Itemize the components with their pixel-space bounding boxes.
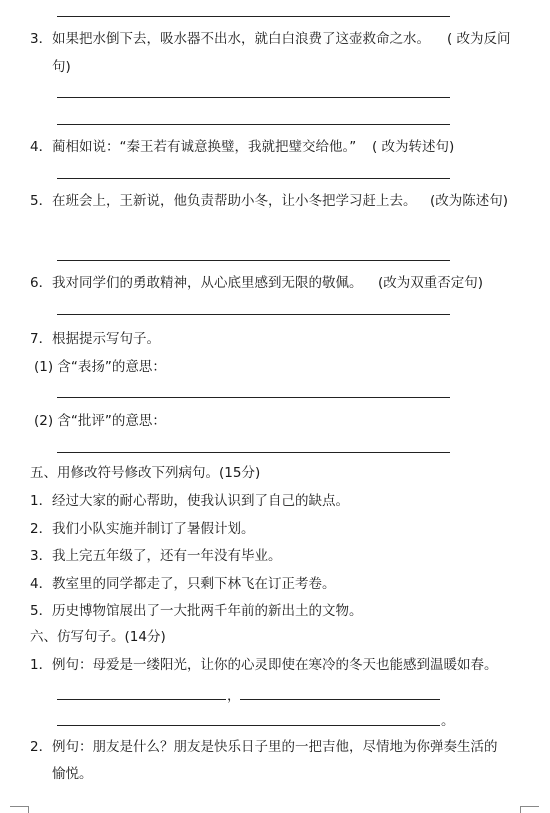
period-mark: 。 [441, 713, 455, 729]
list-item: 教室里的同学都走了，只剩下林飞在订正考卷。 [52, 576, 336, 592]
question-text: 蔺相如说：“秦王若有诚意换璧，我就把璧交给他。” [52, 139, 357, 155]
comma-mark: ， [227, 688, 241, 704]
answer-line [240, 699, 440, 700]
answer-line [57, 725, 440, 726]
list-item-number: 3． [30, 548, 53, 564]
list-item-number: 5． [30, 603, 53, 619]
list-item-number: 4． [30, 576, 53, 592]
answer-line [57, 16, 450, 17]
question-hint: (改为陈述句) [430, 193, 509, 209]
question-text: 我对同学们的勇敢精神，从心底里感到无限的敬佩。 [52, 275, 363, 291]
section-title: 六、仿写句子。(14分) [30, 629, 166, 645]
answer-line [57, 397, 450, 398]
question-number: 6． [30, 275, 53, 291]
answer-line [57, 314, 450, 315]
sub-prompt: (2) 含“批评”的意思： [34, 413, 166, 429]
answer-line [57, 260, 450, 261]
question-number: 3． [30, 31, 53, 47]
list-item: 经过大家的耐心帮助，使我认识到了自己的缺点。 [52, 493, 349, 509]
question-number: 4． [30, 139, 53, 155]
example-number: 2． [30, 739, 53, 755]
question-hint: ( 改为转述句) [372, 139, 455, 155]
example-sentence: 例句：朋友是什么？朋友是快乐日子里的一把吉他，尽情地为你弹奏生活的 [52, 739, 498, 755]
answer-line [57, 178, 450, 179]
question-number: 7． [30, 331, 53, 347]
list-item-number: 1． [30, 493, 53, 509]
list-item: 我上完五年级了，还有一年没有毕业。 [52, 548, 282, 564]
question-hint: ( 改为反问 [447, 31, 511, 47]
question-text: 根据提示写句子。 [52, 331, 160, 347]
question-number: 5． [30, 193, 53, 209]
page-corner-mark [10, 806, 29, 813]
list-item-number: 2． [30, 521, 53, 537]
answer-line [57, 699, 226, 700]
answer-line [57, 97, 450, 98]
example-continuation: 愉悦。 [52, 766, 93, 782]
example-number: 1． [30, 657, 53, 673]
page-corner-mark [520, 806, 539, 813]
answer-line [57, 452, 450, 453]
question-hint: (改为双重否定句) [378, 275, 484, 291]
question-continuation: 句) [52, 59, 71, 75]
section-title: 五、用修改符号修改下列病句。(15分) [30, 465, 261, 481]
answer-line [57, 124, 450, 125]
list-item: 历史博物馆展出了一大批两千年前的新出土的文物。 [52, 603, 363, 619]
sub-prompt: (1) 含“表扬”的意思： [34, 359, 166, 375]
question-text: 在班会上，王新说，他负责帮助小冬，让小冬把学习赶上去。 [52, 193, 417, 209]
example-sentence: 例句：母爱是一缕阳光，让你的心灵即使在寒冷的冬天也能感到温暖如春。 [52, 657, 498, 673]
list-item: 我们小队实施并制订了暑假计划。 [52, 521, 255, 537]
question-text: 如果把水倒下去，吸水器不出水，就白白浪费了这壶救命之水。 [52, 31, 430, 47]
